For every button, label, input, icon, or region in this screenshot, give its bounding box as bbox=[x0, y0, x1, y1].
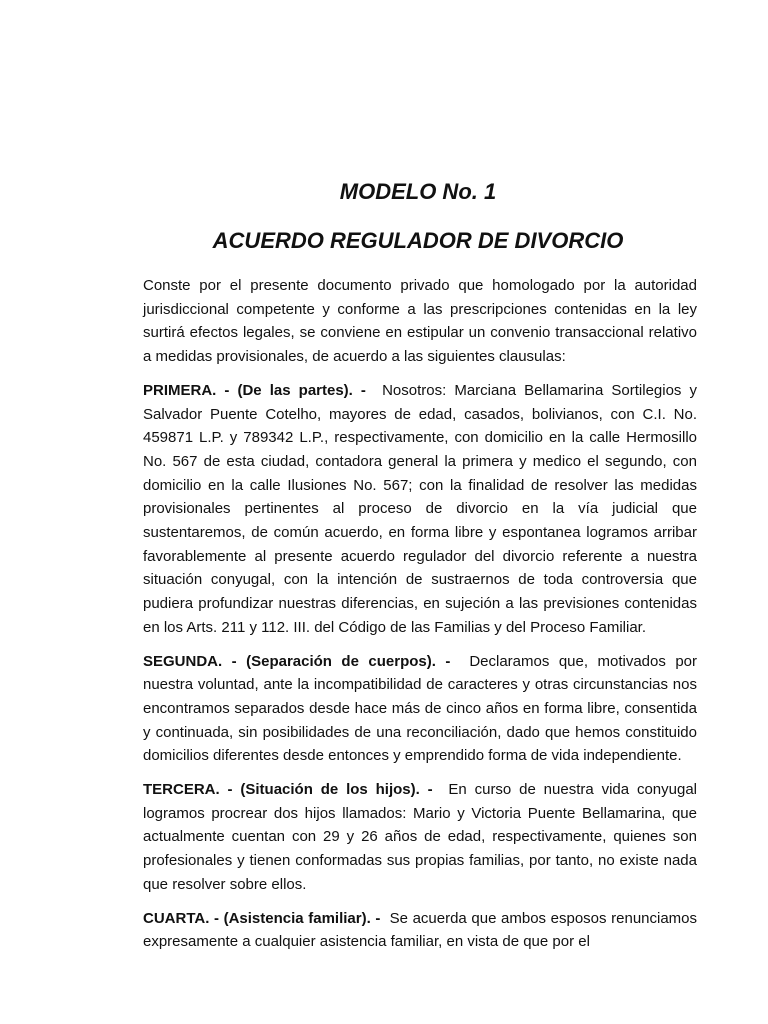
clause-heading: PRIMERA. - (De las partes). - bbox=[143, 381, 366, 399]
document-subtitle: ACUERDO REGULADOR DE DIVORCIO bbox=[212, 228, 624, 253]
document-title: MODELO No. 1 bbox=[339, 179, 497, 204]
clause-text: Se acuerda que ambos esposos renunciamos expresamente a cualquier asistencia familiar, en vista de que por el bbox=[143, 909, 698, 951]
clause-heading: SEGUNDA. - (Separación de cuerpos). - bbox=[143, 652, 451, 670]
clause-text: En curso de nuestra vida conyugal logramos procrear dos hijos llamados: Mario y Victoria Puente Bellamarina, que actualmente cuentan con 29 y 26 años de edad, respectivamente, quienes son profesionales y tienen conformadas sus propias familias, por tanto, no existe nada que resolver sobre ellos. bbox=[143, 781, 697, 893]
clause-tercera bbox=[143, 778, 697, 897]
document-body bbox=[143, 274, 697, 964]
clause-heading: CUARTA. - (Asistencia familiar). - bbox=[143, 909, 381, 927]
clause-primera bbox=[143, 379, 697, 640]
clause-text: Nosotros: Marciana Bellamarina Sortilegios y Salvador Puente Cotelho, mayores de edad, casados, bolivianos, con C.I. No. 459871 L.P. y 789342 L.P., respectivamente, con domicilio en la calle Hermosillo No. 567 de esta ciudad, contadora general la primera y medico el segundo, con domicilio en la calle Ilusiones No. 567; con la finalidad de resolver las medidas provisionales pertinentes al proceso de divorcio en la vía judicial que sustentaremos, de común acuerdo, en forma libre y espontanea logramos arribar favorablemente al presente acuerdo regulador del divorcio referente a nuestra situación conyugal, con la intención de sustraernos de toda controversia que pudiera profundizar nuestras diferencias, en sujeción a las previsiones contenidas en los Arts. 211 y 112. III. del Código de las Familias y del Proceso Familiar. bbox=[143, 381, 697, 636]
clause-cuarta bbox=[143, 907, 697, 954]
clause-segunda bbox=[143, 650, 697, 769]
clause-text: Declaramos que, motivados por nuestra voluntad, ante la incompatibilidad de caracteres y otras circunstancias nos encontramos separados desde hace más de cinco años en forma libre, consentida y continuada, sin posibilidades de una reconciliación, dado que hemos constituido domicilios diferentes desde entonces y emprendido forma de vida independiente. bbox=[143, 652, 697, 765]
intro-paragraph: Conste por el presente documento privado que homologado por la autoridad jurisdiccional competente y conforme a las prescripciones contenidas en la ley surtirá efectos legales, se conviene en estipular un convenio transaccional relativo a medidas provisionales, de acuerdo a las siguientes clausulas: bbox=[143, 277, 697, 366]
clause-heading: TERCERA. - (Situación de los hijos). - bbox=[143, 781, 433, 799]
